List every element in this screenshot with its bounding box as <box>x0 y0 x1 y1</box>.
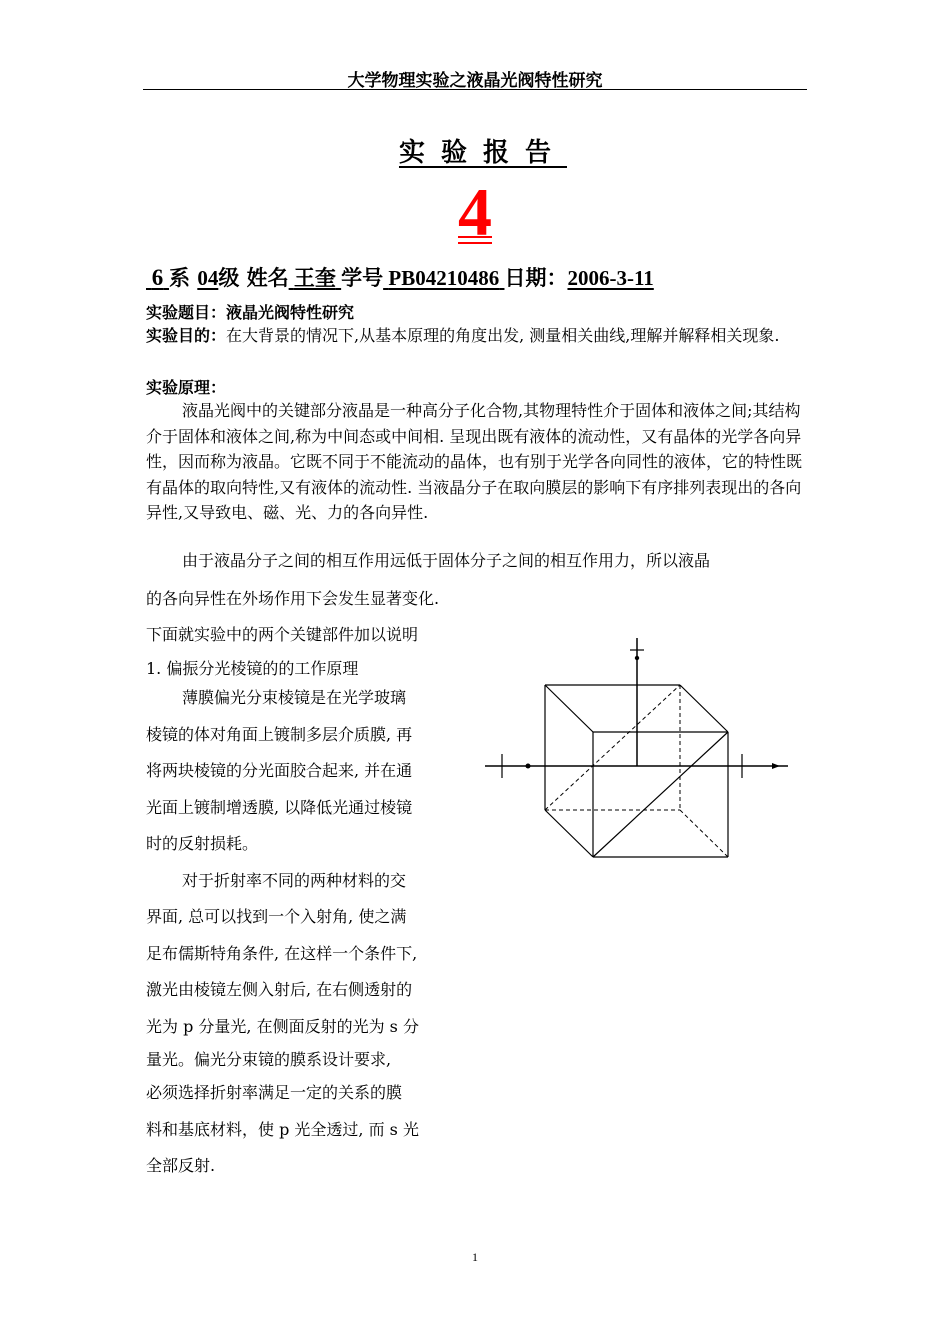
topic-value: 液晶光阀特性研究 <box>226 303 355 322</box>
principle-label: 实验原理： <box>146 378 227 397</box>
text-line: 薄膜偏光分束棱镜是在光学玻璃 <box>182 688 407 707</box>
number-underline-2 <box>458 242 492 244</box>
principle-paragraph-2a: 由于液晶分子之间的相互作用远低于固体分子之间的相互作用力，所以液晶 <box>182 551 711 570</box>
text-line: 界面, 总可以找到一个入射角, 使之满 <box>146 907 407 926</box>
report-title <box>0 132 950 169</box>
date-label: 日期： <box>504 265 568 290</box>
text-line: 足布儒斯特角条件, 在这样一个条件下, <box>146 943 418 963</box>
principle-paragraph-1: 液晶光阀中的关键部分液晶是一种高分子化合物,其物理特性介于固体和液体之间;其结构介于固体和液体之间,称为中间态或中间相. 呈现出既有液体的流动性，又有晶体的光学各向异性，因而称为液晶。它既不同于不能流动的晶体，也有别于光学各向同性的液体，它的特性既有晶体的取向特性,又有液体的流动性. 当液晶分子在取向膜层的影响下有序排列表现出的各向异性,又导致电、磁、光、力的各向异性. <box>146 401 803 522</box>
section-1-heading: 1. 偏振分光棱镜的的工作原理 <box>146 659 359 678</box>
date-value: 2006-3-11 <box>567 266 654 290</box>
polarizing-beam-splitter-diagram <box>480 630 800 870</box>
name-label: 姓名 <box>246 265 289 290</box>
text-line: 必须选择折射率满足一定的关系的膜 <box>146 1083 403 1102</box>
text-line: 激光由棱镜左侧入射后, 在右侧透射的 <box>146 980 413 999</box>
text-line: 将两块棱镜的分光面胶合起来, 并在通 <box>146 761 413 780</box>
name-value: 王奎 <box>293 266 336 290</box>
principle-paragraph-2b: 的各向异性在外场作用下会发生显著变化. <box>146 589 440 608</box>
number-underline-1 <box>458 236 492 238</box>
grade-suffix: 级 <box>218 265 240 290</box>
header-rule <box>143 89 807 90</box>
text-line: 量光。偏光分束镜的膜系设计要求, <box>146 1050 392 1069</box>
text-line: 光为 p 分量光, 在侧面反射的光为 s 分 <box>146 1016 419 1036</box>
intro-line: 下面就实验中的两个关键部件加以说明 <box>146 625 419 644</box>
page-number: 1 <box>472 1250 478 1264</box>
text-line: 光面上镀制增透膜, 以降低光通过棱镜 <box>146 797 413 817</box>
dept-suffix: 系 <box>169 265 190 290</box>
text-line: 全部反射. <box>146 1156 216 1175</box>
text-line: 料和基底材料，使 p 光全透过, 而 s 光 <box>146 1119 419 1139</box>
topic-line <box>146 300 354 323</box>
student-info-line <box>146 262 654 292</box>
prism-description <box>146 680 468 1185</box>
topic-label: 实验题目： <box>146 303 227 322</box>
dept-value: 6 <box>151 265 164 290</box>
text-line: 棱镜的体对角面上镀制多层介质膜, 再 <box>146 724 413 744</box>
grade-value: 04 <box>197 266 219 290</box>
purpose-text: 在大背景的情况下,从基本原理的角度出发, 测量相关曲线,理解并解释相关现象. <box>226 326 780 345</box>
id-value: PB04210486 <box>388 266 500 290</box>
report-title-text: 实验报告 <box>398 138 567 168</box>
text-line: 对于折射率不同的两种材料的交 <box>182 870 407 890</box>
id-label: 学号 <box>341 265 384 290</box>
report-number: 4 <box>458 174 492 250</box>
text-line: 时的反射损耗。 <box>146 834 259 853</box>
purpose-paragraph <box>146 323 808 349</box>
page-header-title: 大学物理实验之液晶光阀特性研究 <box>347 71 603 91</box>
purpose-label: 实验目的： <box>146 326 227 345</box>
